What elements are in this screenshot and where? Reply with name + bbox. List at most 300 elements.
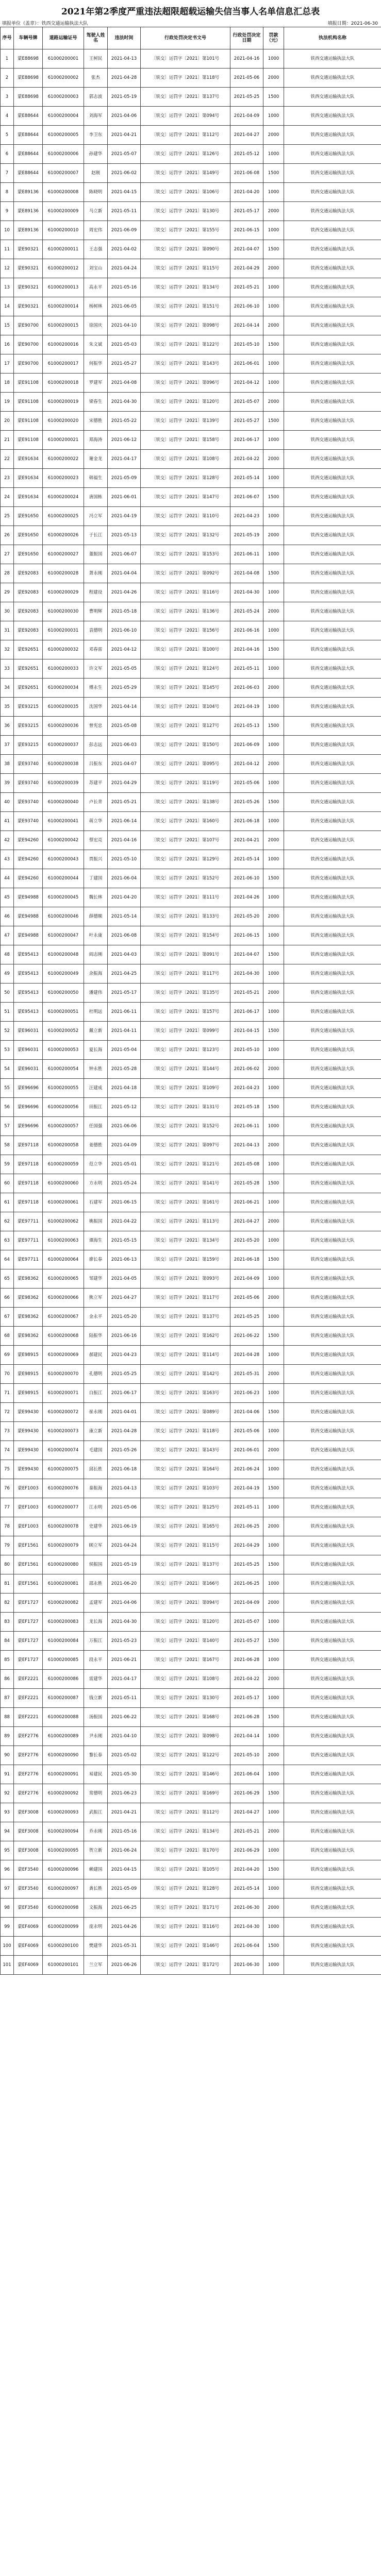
cell-fine: 1000 xyxy=(263,659,284,679)
cell-decision-date: 2021-04-09 xyxy=(230,1269,263,1289)
cell-plate: 蒙E90700 xyxy=(14,354,43,374)
table-row xyxy=(1,221,381,240)
cell-time: 2021-04-22 xyxy=(108,1212,141,1231)
cell-driver: 曹明辉 xyxy=(84,602,108,621)
cell-index: 35 xyxy=(1,698,14,717)
cell-decision-date: 2021-04-20 xyxy=(230,183,263,202)
cell-plate: 蒙EF3540 xyxy=(14,1899,43,1918)
cell-index: 69 xyxy=(1,1346,14,1365)
cell-decision-no: 〔铁交〕运罚字〔2021〕第101号 xyxy=(141,49,230,69)
cell-agency: 铁西交通运输执法大队 xyxy=(284,1441,381,1460)
cell-fine: 1000 xyxy=(263,49,284,69)
cell-decision-date: 2021-05-27 xyxy=(230,412,263,431)
cell-plate: 蒙E97118 xyxy=(14,1193,43,1212)
cell-agency: 铁西交通运输执法大队 xyxy=(284,698,381,717)
cell-agency: 铁西交通运输执法大队 xyxy=(284,1746,381,1765)
cell-fine: 1000 xyxy=(263,469,284,488)
cell-index: 101 xyxy=(1,1956,14,1975)
cell-decision-no: 〔铁交〕运罚字〔2021〕第132号 xyxy=(141,526,230,545)
cell-decision-date: 2021-06-11 xyxy=(230,1117,263,1136)
cell-index: 14 xyxy=(1,297,14,316)
cell-agency: 铁西交通运输执法大队 xyxy=(284,1574,381,1594)
cell-permit: 61000200091 xyxy=(43,1765,84,1784)
cell-index: 94 xyxy=(1,1822,14,1841)
cell-permit: 61000200082 xyxy=(43,1594,84,1613)
cell-time: 2021-04-26 xyxy=(108,583,141,602)
cell-agency: 铁西交通运输执法大队 xyxy=(284,774,381,793)
cell-plate: 蒙E99430 xyxy=(14,1460,43,1479)
cell-agency: 铁西交通运输执法大队 xyxy=(284,1632,381,1651)
cell-plate: 蒙EF1003 xyxy=(14,1479,43,1498)
cell-agency: 铁西交通运输执法大队 xyxy=(284,1899,381,1918)
table-row xyxy=(1,354,381,374)
cell-agency: 铁西交通运输执法大队 xyxy=(284,1879,381,1899)
cell-decision-date: 2021-04-26 xyxy=(230,888,263,907)
cell-driver: 樊建华 xyxy=(84,1937,108,1956)
cell-decision-no: 〔铁交〕运罚字〔2021〕第134号 xyxy=(141,1231,230,1250)
table-row xyxy=(1,1937,381,1956)
cell-fine: 1000 xyxy=(263,1346,284,1365)
cell-decision-no: 〔铁交〕运罚字〔2021〕第146号 xyxy=(141,1765,230,1784)
cell-index: 91 xyxy=(1,1765,14,1784)
cell-index: 41 xyxy=(1,812,14,831)
cell-driver: 田振江 xyxy=(84,1098,108,1117)
cell-decision-date: 2021-04-22 xyxy=(230,1670,263,1689)
cell-decision-date: 2021-05-06 xyxy=(230,1422,263,1441)
cell-time: 2021-06-16 xyxy=(108,1327,141,1346)
cell-driver: 武振江 xyxy=(84,1803,108,1822)
cell-driver: 杨树林 xyxy=(84,297,108,316)
cell-agency: 铁西交通运输执法大队 xyxy=(284,1822,381,1841)
table-row xyxy=(1,1327,381,1346)
cell-agency: 铁西交通运输执法大队 xyxy=(284,831,381,850)
cell-decision-no: 〔铁交〕运罚字〔2021〕第125号 xyxy=(141,1498,230,1517)
cell-index: 74 xyxy=(1,1441,14,1460)
cell-plate: 蒙E90700 xyxy=(14,335,43,354)
cell-plate: 蒙E91108 xyxy=(14,431,43,450)
cell-plate: 蒙E91634 xyxy=(14,488,43,507)
cell-decision-no: 〔铁交〕运罚字〔2021〕第142号 xyxy=(141,1365,230,1384)
cell-agency: 铁西交通运输执法大队 xyxy=(284,412,381,431)
cell-permit: 61000200020 xyxy=(43,412,84,431)
cell-decision-date: 2021-05-21 xyxy=(230,1822,263,1841)
cell-permit: 61000200010 xyxy=(43,221,84,240)
cell-index: 6 xyxy=(1,145,14,164)
cell-index: 34 xyxy=(1,679,14,698)
cell-decision-no: 〔铁交〕运罚字〔2021〕第094号 xyxy=(141,1594,230,1613)
table-row xyxy=(1,1479,381,1498)
cell-fine: 1500 xyxy=(263,1174,284,1193)
col-agency: 执法机构名称 xyxy=(284,27,381,49)
cell-permit: 61000200060 xyxy=(43,1174,84,1193)
cell-decision-date: 2021-04-12 xyxy=(230,755,263,774)
cell-plate: 蒙E95413 xyxy=(14,945,43,964)
table-row xyxy=(1,88,381,107)
table-row xyxy=(1,69,381,88)
cell-permit: 61000200019 xyxy=(43,393,84,412)
cell-fine: 1000 xyxy=(263,1613,284,1632)
cell-permit: 61000200054 xyxy=(43,1060,84,1079)
cell-plate: 蒙E93740 xyxy=(14,812,43,831)
cell-decision-no: 〔铁交〕运罚字〔2021〕第139号 xyxy=(141,412,230,431)
cell-driver: 董振国 xyxy=(84,545,108,564)
cell-agency: 铁西交通运输执法大队 xyxy=(284,1937,381,1956)
cell-permit: 61000200026 xyxy=(43,526,84,545)
cell-agency: 铁西交通运输执法大队 xyxy=(284,1155,381,1174)
cell-plate: 蒙E97711 xyxy=(14,1250,43,1269)
cell-decision-no: 〔铁交〕运罚字〔2021〕第140号 xyxy=(141,1632,230,1651)
cell-time: 2021-04-27 xyxy=(108,1289,141,1308)
cell-driver: 熊立军 xyxy=(84,1289,108,1308)
cell-index: 64 xyxy=(1,1250,14,1269)
cell-time: 2021-06-26 xyxy=(108,1956,141,1975)
cell-decision-no: 〔铁交〕运罚字〔2021〕第119号 xyxy=(141,774,230,793)
cell-permit: 61000200039 xyxy=(43,774,84,793)
cell-time: 2021-05-21 xyxy=(108,793,141,812)
cell-time: 2021-05-17 xyxy=(108,984,141,1003)
cell-index: 9 xyxy=(1,202,14,221)
cell-permit: 61000200062 xyxy=(43,1212,84,1231)
cell-agency: 铁西交通运输执法大队 xyxy=(284,1308,381,1327)
cell-fine: 2000 xyxy=(263,526,284,545)
cell-time: 2021-04-09 xyxy=(108,1136,141,1155)
cell-decision-no: 〔铁交〕运罚字〔2021〕第112号 xyxy=(141,126,230,145)
cell-fine: 2000 xyxy=(263,831,284,850)
cell-decision-date: 2021-05-21 xyxy=(230,278,263,297)
cell-fine: 1000 xyxy=(263,1727,284,1746)
cell-agency: 铁西交通运输执法大队 xyxy=(284,1365,381,1384)
cell-permit: 61000200051 xyxy=(43,1003,84,1022)
cell-driver: 金永平 xyxy=(84,1308,108,1327)
table-row xyxy=(1,1117,381,1136)
cell-index: 24 xyxy=(1,488,14,507)
cell-driver: 袁德明 xyxy=(84,621,108,640)
cell-agency: 铁西交通运输执法大队 xyxy=(284,1384,381,1403)
cell-permit: 61000200037 xyxy=(43,736,84,755)
cell-plate: 蒙E94260 xyxy=(14,831,43,850)
cell-decision-no: 〔铁交〕运罚字〔2021〕第099号 xyxy=(141,1022,230,1041)
cell-fine: 1000 xyxy=(263,1193,284,1212)
cell-permit: 61000200099 xyxy=(43,1918,84,1937)
cell-driver: 钱立新 xyxy=(84,1689,108,1708)
cell-decision-no: 〔铁交〕运罚字〔2021〕第163号 xyxy=(141,1384,230,1403)
cell-driver: 王志强 xyxy=(84,240,108,259)
table-row xyxy=(1,984,381,1003)
table-row xyxy=(1,736,381,755)
cell-fine: 1000 xyxy=(263,774,284,793)
cell-decision-date: 2021-04-07 xyxy=(230,945,263,964)
cell-agency: 铁西交通运输执法大队 xyxy=(284,1803,381,1822)
table-row xyxy=(1,1384,381,1403)
cell-decision-date: 2021-04-21 xyxy=(230,831,263,850)
cell-decision-no: 〔铁交〕运罚字〔2021〕第104号 xyxy=(141,698,230,717)
cell-driver: 龚长胜 xyxy=(84,1879,108,1899)
cell-plate: 蒙E94988 xyxy=(14,907,43,926)
cell-plate: 蒙E92083 xyxy=(14,583,43,602)
cell-permit: 61000200016 xyxy=(43,335,84,354)
cell-driver: 梁春生 xyxy=(84,393,108,412)
cell-agency: 铁西交通运输执法大队 xyxy=(284,945,381,964)
cell-index: 58 xyxy=(1,1136,14,1155)
cell-decision-no: 〔铁交〕运罚字〔2021〕第094号 xyxy=(141,107,230,126)
cell-driver: 黎长春 xyxy=(84,1746,108,1765)
cell-fine: 1500 xyxy=(263,1250,284,1269)
cell-driver: 秦振海 xyxy=(84,1479,108,1498)
cell-plate: 蒙EF2776 xyxy=(14,1784,43,1803)
cell-plate: 蒙E98362 xyxy=(14,1308,43,1327)
cell-fine: 1500 xyxy=(263,717,284,736)
cell-plate: 蒙E92651 xyxy=(14,640,43,659)
cell-index: 82 xyxy=(1,1594,14,1613)
cell-fine: 1500 xyxy=(263,88,284,107)
cell-decision-no: 〔铁交〕运罚字〔2021〕第109号 xyxy=(141,1079,230,1098)
cell-index: 26 xyxy=(1,526,14,545)
cell-time: 2021-05-16 xyxy=(108,1822,141,1841)
cell-plate: 蒙E90321 xyxy=(14,240,43,259)
cell-index: 83 xyxy=(1,1613,14,1632)
cell-fine: 1000 xyxy=(263,145,284,164)
cell-index: 38 xyxy=(1,755,14,774)
cell-driver: 蔡宏亮 xyxy=(84,831,108,850)
cell-plate: 蒙E99430 xyxy=(14,1441,43,1460)
cell-driver: 白振江 xyxy=(84,1384,108,1403)
cell-time: 2021-06-03 xyxy=(108,736,141,755)
table-row xyxy=(1,926,381,945)
cell-time: 2021-06-19 xyxy=(108,1517,141,1536)
cell-index: 63 xyxy=(1,1231,14,1250)
cell-time: 2021-04-06 xyxy=(108,1594,141,1613)
cell-driver: 卢长青 xyxy=(84,793,108,812)
col-time: 违法时间 xyxy=(108,27,141,49)
cell-fine: 1000 xyxy=(263,1918,284,1937)
table-row xyxy=(1,564,381,583)
cell-plate: 蒙EF1561 xyxy=(14,1574,43,1594)
cell-fine: 2000 xyxy=(263,1746,284,1765)
cell-agency: 铁西交通运输执法大队 xyxy=(284,1841,381,1860)
cell-decision-no: 〔铁交〕运罚字〔2021〕第156号 xyxy=(141,621,230,640)
table-row xyxy=(1,659,381,679)
table-row xyxy=(1,240,381,259)
cell-agency: 铁西交通运输执法大队 xyxy=(284,1860,381,1879)
cell-time: 2021-04-28 xyxy=(108,1422,141,1441)
cell-decision-no: 〔铁交〕运罚字〔2021〕第116号 xyxy=(141,583,230,602)
cell-permit: 61000200050 xyxy=(43,984,84,1003)
cell-index: 42 xyxy=(1,831,14,850)
table-row xyxy=(1,126,381,145)
cell-time: 2021-06-05 xyxy=(108,297,141,316)
cell-plate: 蒙E88698 xyxy=(14,49,43,69)
cell-permit: 61000200092 xyxy=(43,1784,84,1803)
cell-agency: 铁西交通运输执法大队 xyxy=(284,1269,381,1289)
cell-driver: 汪建成 xyxy=(84,1079,108,1098)
cell-agency: 铁西交通运输执法大队 xyxy=(284,526,381,545)
cell-decision-date: 2021-04-30 xyxy=(230,583,263,602)
cell-fine: 1000 xyxy=(263,374,284,393)
table-row xyxy=(1,1879,381,1899)
table-body xyxy=(1,49,381,1975)
cell-permit: 61000200068 xyxy=(43,1327,84,1346)
cell-permit: 61000200004 xyxy=(43,107,84,126)
cell-decision-no: 〔铁交〕运罚字〔2021〕第106号 xyxy=(141,183,230,202)
cell-decision-no: 〔铁交〕运罚字〔2021〕第169号 xyxy=(141,1784,230,1803)
cell-plate: 蒙E96696 xyxy=(14,1098,43,1117)
cell-time: 2021-04-24 xyxy=(108,259,141,278)
cell-index: 59 xyxy=(1,1155,14,1174)
cell-permit: 61000200030 xyxy=(43,602,84,621)
cell-permit: 61000200087 xyxy=(43,1689,84,1708)
cell-time: 2021-04-15 xyxy=(108,1860,141,1879)
cell-driver: 沈国华 xyxy=(84,698,108,717)
cell-agency: 铁西交通运输执法大队 xyxy=(284,812,381,831)
cell-plate: 蒙E88644 xyxy=(14,126,43,145)
cell-index: 76 xyxy=(1,1479,14,1498)
cell-driver: 史建华 xyxy=(84,1517,108,1536)
table-row xyxy=(1,1022,381,1041)
table-row xyxy=(1,1803,381,1822)
cell-fine: 2000 xyxy=(263,1289,284,1308)
cell-driver: 石建军 xyxy=(84,1193,108,1212)
table-row xyxy=(1,755,381,774)
cell-agency: 铁西交通运输执法大队 xyxy=(284,1346,381,1365)
cell-time: 2021-05-10 xyxy=(108,850,141,869)
cell-plate: 蒙E91108 xyxy=(14,412,43,431)
cell-time: 2021-05-31 xyxy=(108,1937,141,1956)
cell-decision-no: 〔铁交〕运罚字〔2021〕第137号 xyxy=(141,1308,230,1327)
cell-decision-date: 2021-05-11 xyxy=(230,1498,263,1517)
cell-fine: 1000 xyxy=(263,850,284,869)
cell-driver: 苏建平 xyxy=(84,774,108,793)
table-row xyxy=(1,545,381,564)
cell-driver: 毛建国 xyxy=(84,1441,108,1460)
cell-decision-date: 2021-05-06 xyxy=(230,774,263,793)
cell-index: 79 xyxy=(1,1536,14,1555)
cell-index: 100 xyxy=(1,1937,14,1956)
cell-plate: 蒙E99430 xyxy=(14,1403,43,1422)
cell-decision-no: 〔铁交〕运罚字〔2021〕第091号 xyxy=(141,945,230,964)
cell-permit: 61000200041 xyxy=(43,812,84,831)
cell-permit: 61000200034 xyxy=(43,679,84,698)
cell-time: 2021-05-24 xyxy=(108,1174,141,1193)
cell-time: 2021-06-23 xyxy=(108,1784,141,1803)
cell-decision-date: 2021-04-16 xyxy=(230,49,263,69)
table-row xyxy=(1,1841,381,1860)
cell-driver: 邱长胜 xyxy=(84,1460,108,1479)
cell-time: 2021-04-03 xyxy=(108,945,141,964)
cell-plate: 蒙E93740 xyxy=(14,793,43,812)
cell-plate: 蒙E96031 xyxy=(14,1022,43,1041)
cell-permit: 61000200006 xyxy=(43,145,84,164)
cell-decision-no: 〔铁交〕运罚字〔2021〕第167号 xyxy=(141,1651,230,1670)
cell-decision-date: 2021-05-13 xyxy=(230,717,263,736)
cell-agency: 铁西交通运输执法大队 xyxy=(284,1498,381,1517)
cell-agency: 铁西交通运输执法大队 xyxy=(284,888,381,907)
cell-index: 30 xyxy=(1,602,14,621)
cell-decision-no: 〔铁交〕运罚字〔2021〕第143号 xyxy=(141,354,230,374)
cell-permit: 61000200063 xyxy=(43,1231,84,1250)
cell-decision-no: 〔铁交〕运罚字〔2021〕第103号 xyxy=(141,1479,230,1498)
cell-fine: 1000 xyxy=(263,1117,284,1136)
table-row xyxy=(1,488,381,507)
cell-fine: 1500 xyxy=(263,793,284,812)
cell-agency: 铁西交通运输执法大队 xyxy=(284,679,381,698)
cell-driver: 余振海 xyxy=(84,964,108,984)
cell-driver: 韩福生 xyxy=(84,469,108,488)
cell-fine: 1500 xyxy=(263,945,284,964)
cell-agency: 铁西交通运输执法大队 xyxy=(284,1022,381,1041)
cell-decision-no: 〔铁交〕运罚字〔2021〕第141号 xyxy=(141,1174,230,1193)
cell-decision-date: 2021-05-07 xyxy=(230,1613,263,1632)
cell-permit: 61000200043 xyxy=(43,850,84,869)
cell-decision-date: 2021-04-09 xyxy=(230,107,263,126)
cell-plate: 蒙E96031 xyxy=(14,1041,43,1060)
cell-decision-date: 2021-05-10 xyxy=(230,1041,263,1060)
cell-plate: 蒙EF1561 xyxy=(14,1536,43,1555)
cell-decision-no: 〔铁交〕运罚字〔2021〕第129号 xyxy=(141,850,230,869)
table-row xyxy=(1,1289,381,1308)
cell-permit: 61000200061 xyxy=(43,1193,84,1212)
cell-time: 2021-05-16 xyxy=(108,278,141,297)
cell-index: 4 xyxy=(1,107,14,126)
cell-driver: 廖长春 xyxy=(84,1250,108,1269)
cell-index: 46 xyxy=(1,907,14,926)
cell-agency: 铁西交通运输执法大队 xyxy=(284,1422,381,1441)
cell-decision-no: 〔铁交〕运罚字〔2021〕第154号 xyxy=(141,926,230,945)
cell-decision-no: 〔铁交〕运罚字〔2021〕第093号 xyxy=(141,1269,230,1289)
table-row xyxy=(1,964,381,984)
cell-permit: 61000200017 xyxy=(43,354,84,374)
cell-permit: 61000200015 xyxy=(43,316,84,335)
cell-time: 2021-05-25 xyxy=(108,1365,141,1384)
cell-agency: 铁西交通运输执法大队 xyxy=(284,1193,381,1212)
cell-time: 2021-04-08 xyxy=(108,374,141,393)
cell-index: 40 xyxy=(1,793,14,812)
cell-decision-date: 2021-06-01 xyxy=(230,354,263,374)
cell-driver: 宋德胜 xyxy=(84,412,108,431)
cell-driver: 唐国栋 xyxy=(84,488,108,507)
cell-decision-no: 〔铁交〕运罚字〔2021〕第113号 xyxy=(141,1212,230,1231)
cell-fine: 1500 xyxy=(263,1022,284,1041)
cell-index: 5 xyxy=(1,126,14,145)
cell-decision-date: 2021-04-15 xyxy=(230,1022,263,1041)
cell-permit: 61000200044 xyxy=(43,869,84,888)
cell-decision-no: 〔铁交〕运罚字〔2021〕第153号 xyxy=(141,545,230,564)
cell-decision-no: 〔铁交〕运罚字〔2021〕第114号 xyxy=(141,1346,230,1365)
cell-agency: 铁西交通运输执法大队 xyxy=(284,640,381,659)
cell-decision-date: 2021-04-27 xyxy=(230,126,263,145)
cell-time: 2021-04-29 xyxy=(108,774,141,793)
cell-agency: 铁西交通运输执法大队 xyxy=(284,316,381,335)
cell-decision-date: 2021-06-17 xyxy=(230,1003,263,1022)
cell-plate: 蒙E93740 xyxy=(14,755,43,774)
cell-plate: 蒙E92083 xyxy=(14,564,43,583)
cell-decision-no: 〔铁交〕运罚字〔2021〕第134号 xyxy=(141,1822,230,1841)
cell-time: 2021-05-23 xyxy=(108,1632,141,1651)
cell-fine: 1500 xyxy=(263,1860,284,1879)
cell-fine: 1000 xyxy=(263,1689,284,1708)
cell-decision-date: 2021-04-06 xyxy=(230,1403,263,1422)
cell-plate: 蒙E92651 xyxy=(14,659,43,679)
cell-decision-date: 2021-05-08 xyxy=(230,1155,263,1174)
cell-decision-no: 〔铁交〕运罚字〔2021〕第105号 xyxy=(141,1860,230,1879)
cell-fine: 1500 xyxy=(263,240,284,259)
cell-driver: 贾振兴 xyxy=(84,850,108,869)
table-row xyxy=(1,1193,381,1212)
cell-driver: 周宏伟 xyxy=(84,221,108,240)
col-decision-date: 行政处罚决定日期 xyxy=(230,27,263,49)
cell-index: 54 xyxy=(1,1060,14,1079)
cell-decision-no: 〔铁交〕运罚字〔2021〕第161号 xyxy=(141,1193,230,1212)
table-row xyxy=(1,1079,381,1098)
